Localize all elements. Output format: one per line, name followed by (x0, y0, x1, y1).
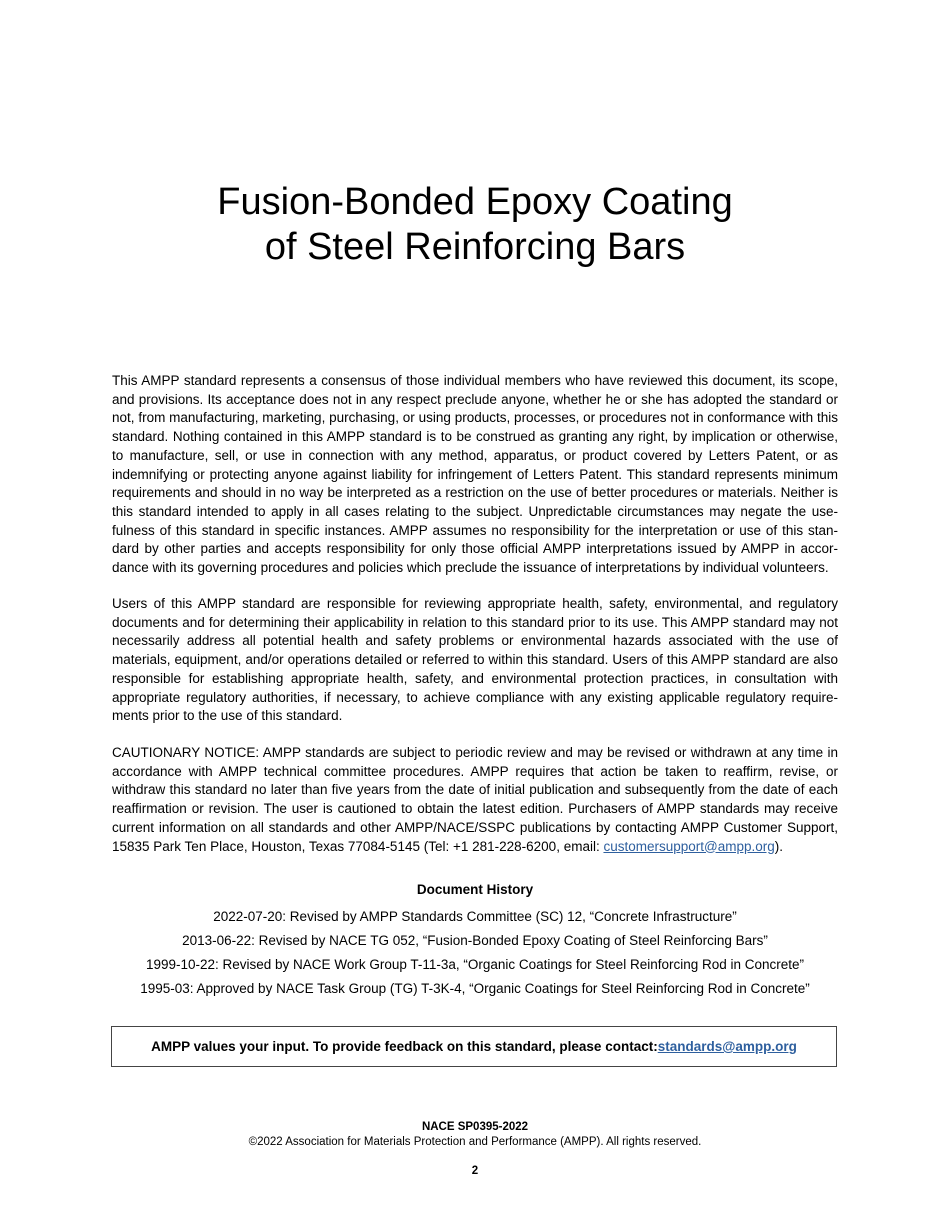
history-item: 1995-03: Approved by NACE Task Group (TG) T-3K-4, “Organic Coatings for Steel Reinforcing Rod in Concrete” (140, 981, 810, 996)
page-number: 2 (471, 1165, 479, 1177)
feedback-box (111, 1026, 837, 1067)
document-title (0, 180, 950, 270)
page-footer (0, 1120, 950, 1179)
feedback-text: AMPP values your input. To provide feedback on this standard, please contact: (151, 1039, 658, 1054)
history-item: 2013-06-22: Revised by NACE TG 052, “Fusion-Bonded Epoxy Coating of Steel Reinforcing Bars” (182, 933, 768, 948)
history-item: 2022-07-20: Revised by AMPP Standards Committee (SC) 12, “Concrete Infrastructure” (213, 909, 737, 924)
standards-email-link[interactable]: standards@ampp.org (657, 1039, 797, 1054)
document-history-title: Document History (416, 882, 534, 897)
customer-support-email-link[interactable]: customersupport@ampp.org (603, 838, 775, 854)
cautionary-notice-text: CAUTIONARY NOTICE: AMPP standards are subject to periodic review and may be revised or withdrawn at any time in accordance with AMPP technical committee procedures. AMPP requires that action be taken to reaffirm, revise, or withdraw this standard no later than five years from the date of initial publication and subsequently from the date of each reaffirmation or revision. The user is cautioned to obtain the latest edition. Purchasers of AMPP standards may receive current information on all standards and other AMPP/NACE/SSPC publications by contacting AMPP Customer Support, 15835 Park Ten Place, Houston, Texas 77084-5145 (Tel: +1 281-228-6200, email: (112, 745, 838, 854)
history-item: 1999-10-22: Revised by NACE Work Group T-11-3a, “Organic Coatings for Steel Reinforcing Rod in Concrete” (145, 957, 805, 972)
standard-code: NACE SP0395-2022 (421, 1121, 529, 1133)
copyright-notice: ©2022 Association for Materials Protection and Performance (AMPP). All rights reserved. (248, 1136, 702, 1148)
title-line-1: Fusion-Bonded Epoxy Coating (217, 181, 733, 223)
safety-paragraph: Users of this AMPP standard are responsible for reviewing appropriate health, safety, environmental, and regulatory documents and for determining their applicability in relation to this standard prior to its use. This AMPP standard may not necessarily address all potential health and safety problems or environmental hazards associated with the use of materials, equipment, and/or operations detailed or referred to within this standard. Users of this AMPP standard are also responsible for establishing appropriate health, safety, and environmental protection practices, in consultation with appropriate regulatory authorities, if necessary, to achieve compliance with any existing applicable regulatory requirements prior to the use of this standard. (112, 596, 838, 724)
title-line-2: of Steel Reinforcing Bars (264, 226, 686, 268)
cautionary-notice-paragraph (112, 744, 838, 856)
cautionary-notice-end: ). (774, 838, 783, 854)
disclaimer-paragraph: This AMPP standard represents a consensus of those individual members who have reviewed this document, its scope, and provisions. Its acceptance does not in any respect preclude anyone, whether he or she has adopted the standard or not, from manufacturing, marketing, purchasing, or using products, processes, or procedures not in conformance with this standard. Nothing contained in this AMPP standard is to be construed as granting any right, by implication or otherwise, to manufacture, sell, or use in connection with any method, apparatus, or product covered by Letters Patent, or as indemnifying or protecting anyone against liability for infringement of Letters Patent. This standard represents minimum requirements and should in no way be interpreted as a restriction on the use of better procedures or materials. Neither is this standard intended to apply in all cases relating to the subject. Unpredictable circumstances may negate the usefulness of this standard in specific instances. AMPP assumes no responsibility for the interpretation or use of this standard by other parties and accepts responsibility for only those official AMPP interpretations issued by AMPP in accordance with its governing procedures and policies which preclude the issuance of interpretations by individual volunteers. (112, 373, 838, 576)
document-history (0, 881, 950, 1001)
